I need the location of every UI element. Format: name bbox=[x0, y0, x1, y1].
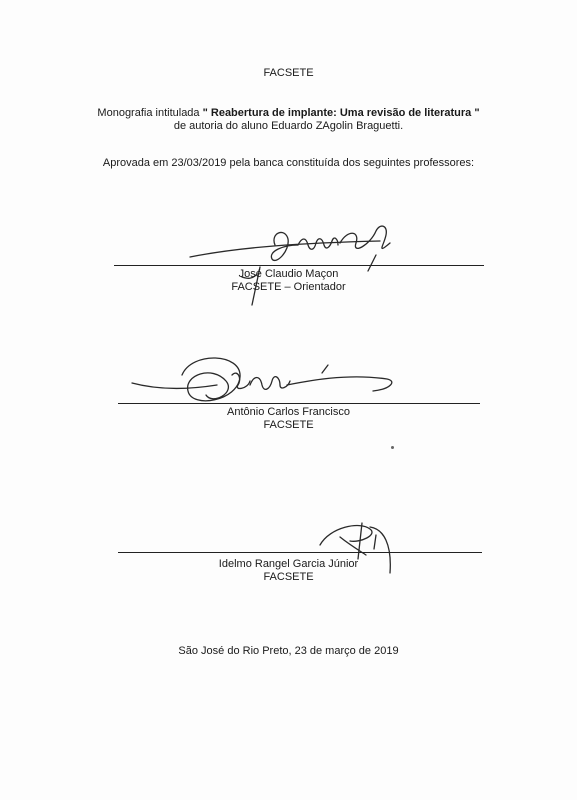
signatory-2-role: FACSETE bbox=[263, 419, 314, 431]
signatory-2-name: Antônio Carlos Francisco bbox=[227, 406, 350, 418]
signatory-3-role: FACSETE bbox=[263, 571, 314, 583]
monograph-prefix: Monografia intitulada bbox=[97, 107, 200, 119]
monograph-title-line bbox=[0, 107, 577, 120]
signatory-1-role: FACSETE – Orientador bbox=[231, 281, 346, 293]
signatory-3-name: Idelmo Rangel Garcia Júnior bbox=[218, 558, 359, 570]
monograph-title: " Reabertura de implante: Uma revisão de literatura " bbox=[202, 107, 480, 119]
author-line: de autoria do aluno Eduardo ZAgolin Braguetti. bbox=[173, 120, 404, 132]
signatory-1-name: José Claudio Maçon bbox=[238, 268, 339, 280]
signature-line-2 bbox=[118, 403, 480, 404]
institution-title: FACSETE bbox=[263, 67, 314, 79]
signature-1-image bbox=[180, 215, 410, 310]
signature-2-image bbox=[122, 345, 412, 415]
signature-line-3 bbox=[118, 552, 482, 553]
place-and-date: São José do Rio Preto, 23 de março de 2019 bbox=[178, 645, 399, 657]
paper-speck bbox=[391, 446, 394, 449]
approval-statement: Aprovada em 23/03/2019 pela banca constituída dos seguintes professores: bbox=[102, 157, 475, 169]
signature-line-1 bbox=[114, 265, 484, 266]
